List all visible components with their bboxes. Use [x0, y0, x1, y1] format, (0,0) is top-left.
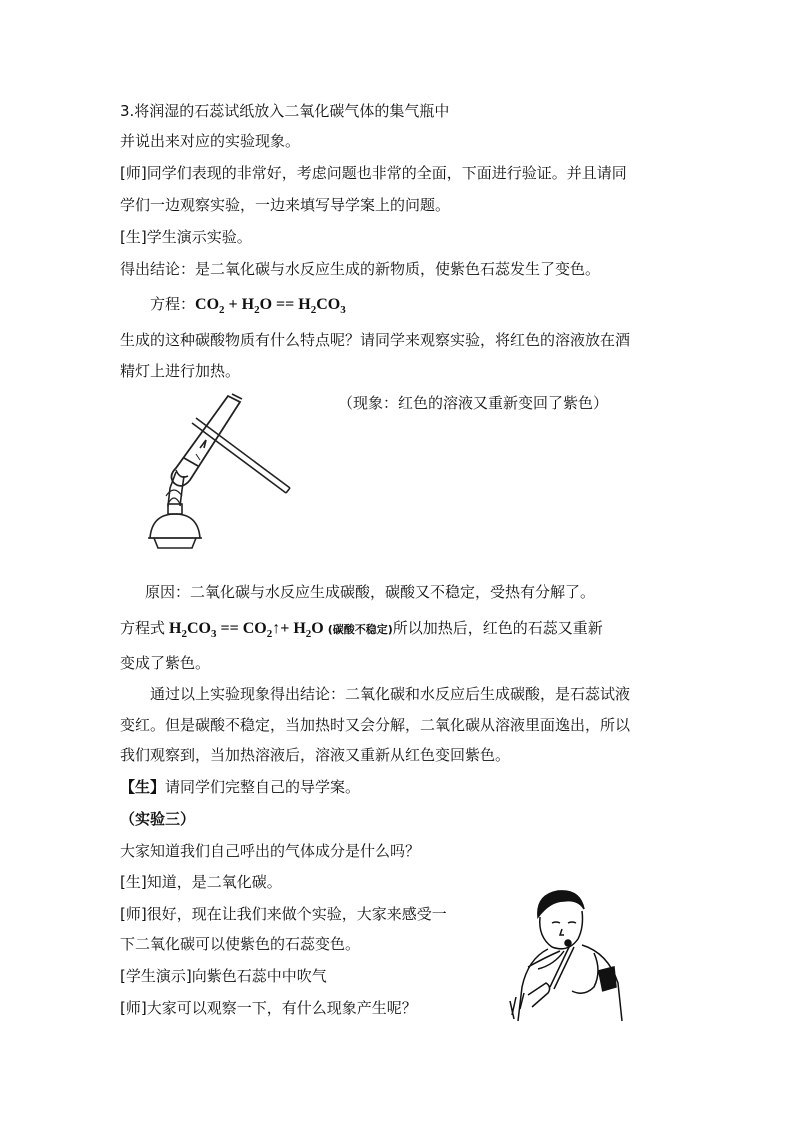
reason-line: 原因：二氧化碳与水反应生成碳酸，碳酸又不稳定，受热有分解了。	[145, 583, 596, 601]
equation-prefix: 方程：	[150, 295, 196, 313]
text-line: 大家知道我们自己呼出的气体成分是什么吗？	[120, 842, 421, 860]
text-line: 并说出来对应的实验现象。	[120, 132, 301, 150]
speaker-tag: 【生】	[120, 778, 166, 796]
text-line: 生成的这种碳酸物质有什么特点呢？请同学来观察实验，将红色的溶液放在酒	[120, 331, 631, 349]
boy-blowing-into-tube-icon	[498, 887, 638, 1022]
line-text: 请同学们完整自己的导学案。	[165, 778, 361, 796]
equation-note: (碳酸不稳定)	[327, 623, 393, 636]
section-heading: （实验三）	[120, 810, 196, 828]
equation-formula: $CO_2 + H_2O == H_2CO_3$	[195, 296, 346, 317]
test-tube-heating-apparatus-icon	[140, 388, 300, 558]
text-line: 通过以上实验现象得出结论：二氧化碳和水反应后生成碳酸，是石蕊试液	[150, 685, 631, 703]
text-line: [师]大家可以观察一下，有什么现象产生呢？	[120, 999, 417, 1017]
text-line: 变成了紫色。	[120, 654, 211, 672]
equation-2	[120, 618, 603, 644]
text-line: [生]学生演示实验。	[120, 228, 252, 246]
text-line: 变红。但是碳酸不稳定，当加热时又会分解，二氧化碳从溶液里面逸出，所以	[120, 716, 631, 734]
text-line: 下二氧化碳可以使紫色的石蕊变色。	[120, 935, 361, 953]
text-line	[120, 777, 360, 797]
equation-formula: $H_2CO_3$ == $CO_2↑+ H_2O$	[165, 620, 328, 641]
equation-1	[150, 294, 346, 320]
equation-prefix: 方程式	[120, 619, 166, 637]
text-line: 3.将润湿的石蕊试纸放入二氧化碳气体的集气瓶中	[120, 102, 450, 120]
text-line: 得出结论：是二氧化碳与水反应生成的新物质，使紫色石蕊发生了变色。	[120, 260, 601, 278]
text-line: [生]知道，是二氧化碳。	[120, 873, 282, 891]
text-line: [师]很好，现在让我们来做个实验，大家来感受一	[120, 905, 447, 923]
equation-suffix: 所以加热后，红色的石蕊又重新	[392, 619, 603, 637]
text-line: 学们一边观察实验，一边来填写导学案上的问题。	[120, 196, 451, 214]
text-line: [师]同学们表现的非常好，考虑问题也非常的全面，下面进行验证。并且请同	[120, 164, 627, 182]
text-line: 我们观察到，当加热溶液后，溶液又重新从红色变回紫色。	[120, 746, 511, 764]
text-line: 精灯上进行加热。	[120, 362, 241, 380]
text-line: [学生演示]向紫色石蕊中中吹气	[120, 967, 327, 985]
phenomenon-note: （现象：红色的溶液又重新变回了紫色）	[338, 394, 609, 412]
